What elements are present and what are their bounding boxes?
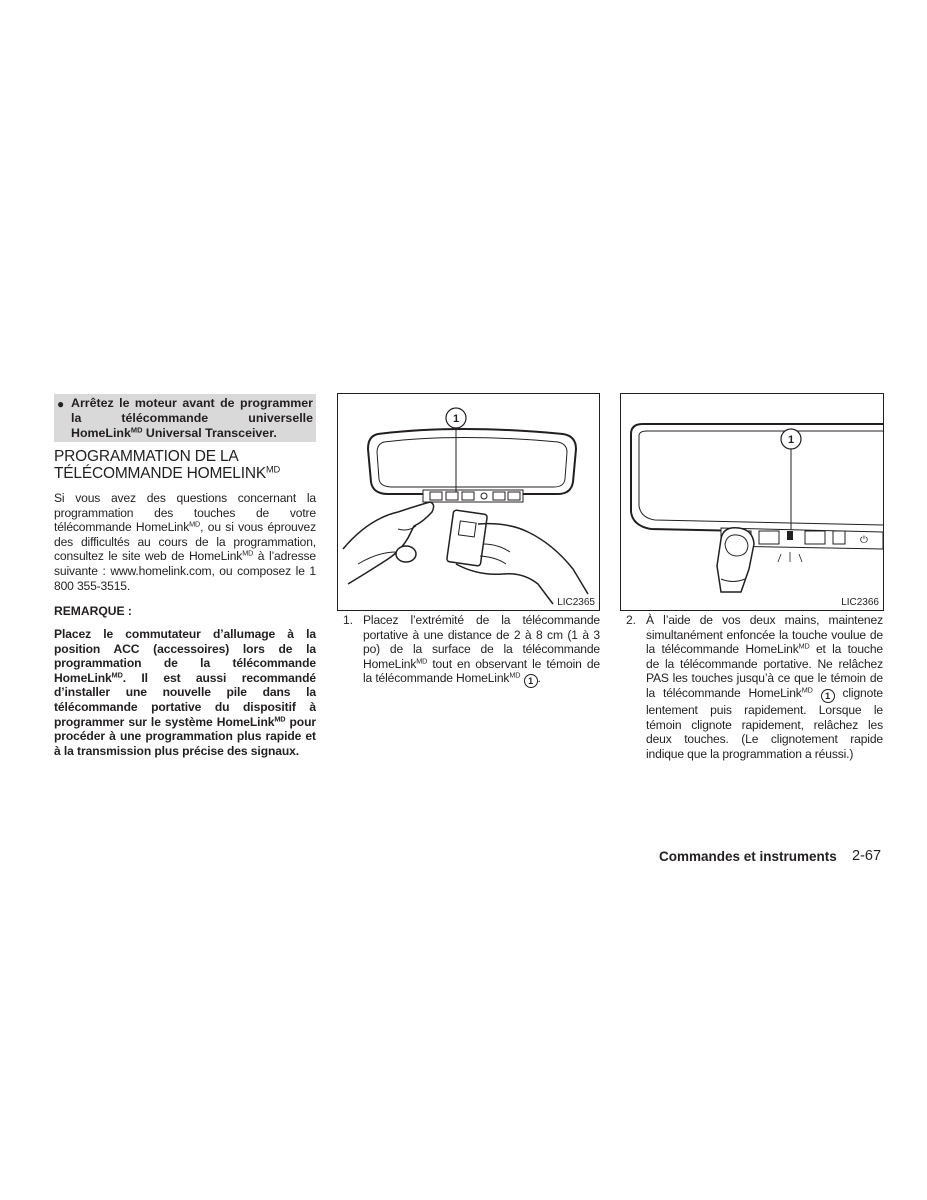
figure-1 [337,393,600,611]
homelink-buttons-illustration [621,394,883,610]
step-text: Placez l’extrémité de la télécommande portative à une distance de 2 à 8 cm (1 à 3 po) de la surface de la télécommande HomeLink$^{MD}$ tout en observant le témoin de la télécommande HomeLink$^{MD}$ 1 . [363,613,600,687]
figure-1-code: LIC2365 [557,597,595,608]
figure-1-callout: 1 [452,413,460,425]
notice-box [54,394,316,442]
mirror-remote-illustration [338,394,599,610]
section-title: PROGRAMMATION DE LA TÉLÉCOMMANDE $HOMELINK^{MD}$ [54,448,281,482]
step-number: 1. [343,613,353,627]
figure-2-code: LIC2366 [841,597,879,608]
figure-2-callout: 1 [787,434,795,446]
footer-section-title: Commandes et instruments [659,849,837,864]
callout-marker: 1 [821,689,835,703]
remark-paragraph: Placez le commutateur d’allumage à la position ACC (accessoires) lors de la programmation de la télécommande HomeLink$^{MD}$. Il est aussi recommandé d’installer une nouvelle pile dans la télécommande portative du dispositif à programmer sur le système HomeLink$^{MD}$ pour procéder à une programmation plus rapide et à la transmission plus précise des signaux. [54,627,316,758]
intro-paragraph: Si vous avez des questions concernant la programmation des touches de votre télécommande HomeLink$^{MD}$, ou si vous éprouvez des difficultés au cours de la programmation, consultez le site web de HomeLink$^{MD}$ à l’adresse suivante : www.homelink.com, ou composez le 1 800 355-3515. [54,491,317,593]
svg-text:⏻: ⏻ [860,535,868,546]
figure-2 [620,393,884,611]
notice-text: Arrêtez le moteur avant de programmer la télécommande universelle HomeLink$^{MD}$ Universal Transceiver. [71,396,313,440]
step-text: À l’aide de vos deux mains, maintenez simultanément enfoncée la touche voulue de la télécommande HomeLink$^{MD}$ et la touche de la télécommande portative. Ne relâchez PAS les touches jusqu’à ce que le témoin de la télécommande HomeLink$^{MD}$ 1 clignote lentement puis rapidement. Lorsque le témoin clignote rapidement, relâchez les deux touches. (Le clignotement rapide indique que la programmation a réussi.) [646,613,883,761]
remark-title: REMARQUE : [54,604,132,618]
callout-marker: 1 [524,674,538,688]
bullet: ● [57,397,65,411]
page-number: 2-67 [852,848,882,864]
step-number: 2. [626,613,636,627]
